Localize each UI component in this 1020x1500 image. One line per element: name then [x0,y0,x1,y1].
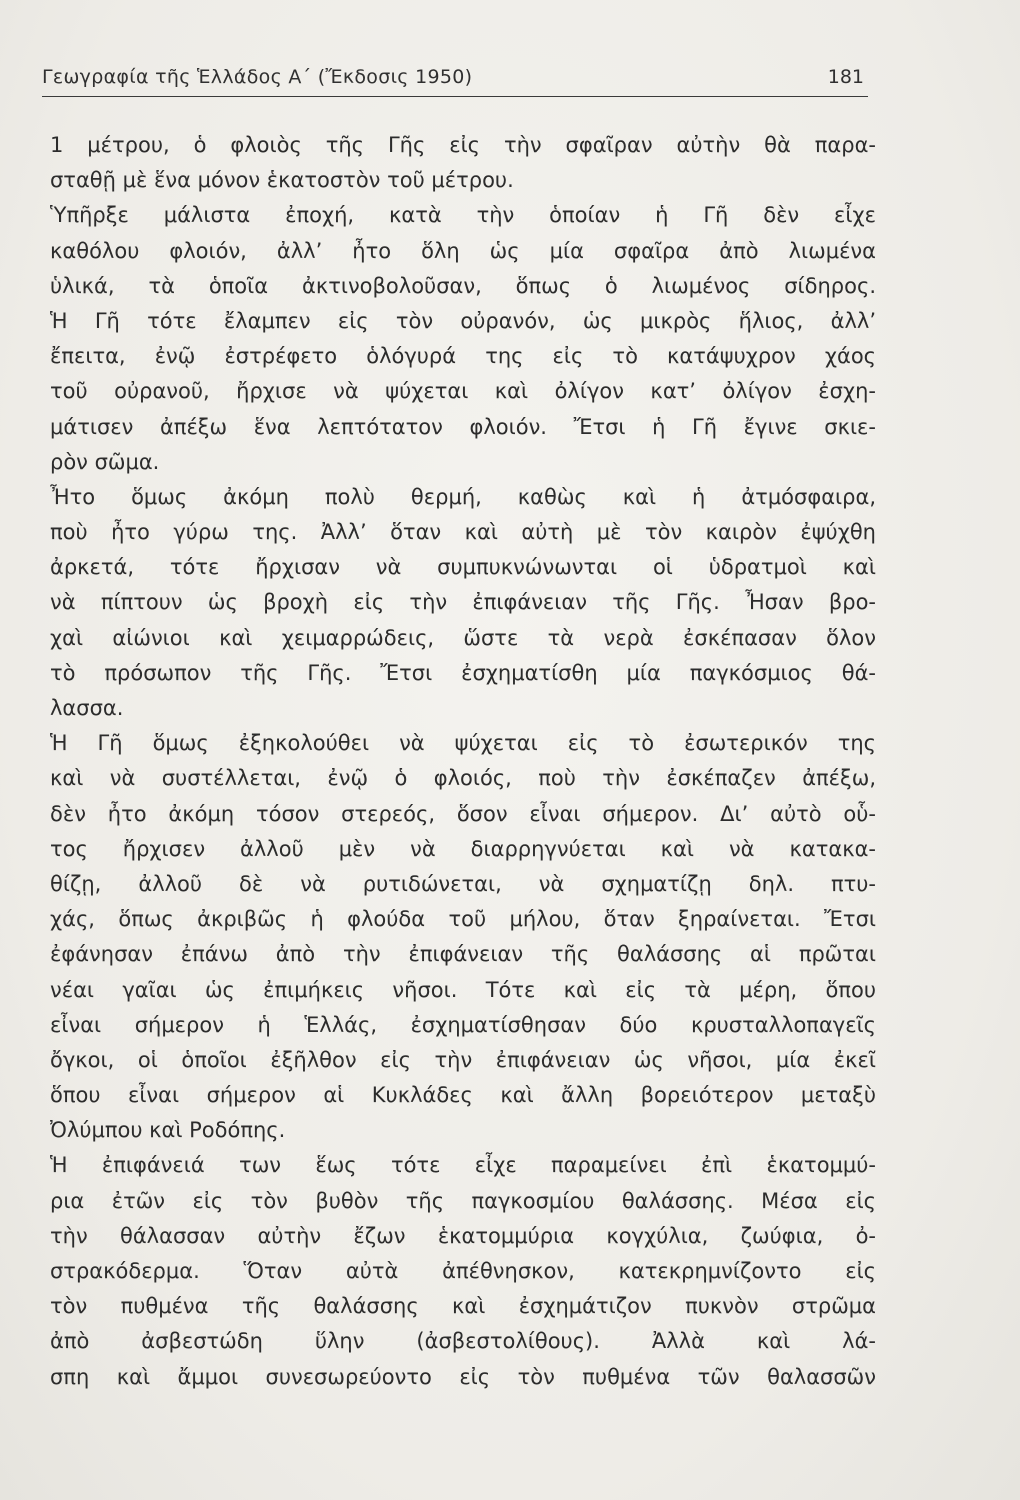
text-line: τὸ πρόσωπον τῆς Γῆς. Ἔτσι ἐσχηματίσθη μία παγκόσμιος θά- [50,660,876,685]
text-line: σπη καὶ ἄμμοι συνεσωρεύοντο εἰς τὸν πυθμένα τῶν θαλασσῶν [50,1364,876,1389]
text-line: ποὺ ἦτο γύρω της. Ἀλλ’ ὅταν καὶ αὐτὴ μὲ τὸν καιρὸν ἐψύχθη [50,520,876,545]
text-line: χάς, ὅπως ἀκριβῶς ἡ φλούδα τοῦ μήλου, ὅταν ξηραίνεται. Ἔτσι [50,907,876,932]
text-line: τὴν θάλασσαν αὐτὴν ἔζων ἑκατομμύρια κογχύλια, ζωύφια, ὀ- [50,1223,876,1248]
text-line: Ἡ Γῆ τότε ἔλαμπεν εἰς τὸν οὐρανόν, ὡς μικρὸς ἥλιος, ἀλλ’ [50,308,876,333]
text-line: ὅπου εἶναι σήμερον αἱ Κυκλάδες καὶ ἄλλη βορειότερον μεταξὺ [50,1083,876,1108]
text-line: Ὀλύμπου καὶ Ροδόπης. [50,1118,286,1143]
text-line: Ἡ ἐπιφάνειά των ἕως τότε εἶχε παραμείνει ἐπὶ ἑκατομμύ- [50,1153,876,1178]
running-title: Γεωγραφία τῆς Ἑλλάδος Α΄ (Ἔκδοσις 1950) [42,66,473,88]
text-line: τοῦ οὐρανοῦ, ἤρχισε νὰ ψύχεται καὶ ὀλίγον κατ’ ὀλίγον ἐσχη- [50,379,876,404]
text-line: Ὑπῆρξε μάλιστα ἐποχή, κατὰ τὴν ὁποίαν ἡ Γῆ δὲν εἶχε [50,203,876,228]
text-line: Ἡ Γῆ ὅμως ἐξηκολούθει νὰ ψύχεται εἰς τὸ ἐσωτερικόν της [50,731,876,756]
text-line: Ἦτο ὅμως ἀκόμη πολὺ θερμή, καθὼς καὶ ἡ ἀτμόσφαιρα, [50,484,876,509]
text-line: ἔπειτα, ἐνῷ ἐστρέφετο ὁλόγυρά της εἰς τὸ κατάψυχρον χάος [50,344,876,369]
text-line: τος ἤρχισεν ἀλλοῦ μὲν νὰ διαρρηγνύεται καὶ νὰ κατακα- [50,836,876,861]
text-line: εἶναι σήμερον ἡ Ἑλλάς, ἐσχηματίσθησαν δύο κρυσταλλοπαγεῖς [50,1012,876,1037]
text-line: ρια ἐτῶν εἰς τὸν βυθὸν τῆς παγκοσμίου θαλάσσης. Μέσα εἰς [50,1188,876,1213]
text-line: ὑλικά, τὰ ὁποῖα ἀκτινοβολοῦσαν, ὅπως ὁ λιωμένος σίδηρος. [50,273,876,298]
body-text [50,128,876,1395]
text-line: σταθῇ μὲ ἕνα μόνον ἑκατοστὸν τοῦ μέτρου. [50,168,514,193]
text-line: καὶ νὰ συστέλλεται, ἐνῷ ὁ φλοιός, ποὺ τὴν ἐσκέπαζεν ἀπέξω, [50,766,876,791]
text-line: λασσα. [50,696,124,720]
text-line: μάτισεν ἀπέξω ἕνα λεπτότατον φλοιόν. Ἔτσι ἡ Γῆ ἔγινε σκιε- [50,414,876,439]
text-line: καθόλου φλοιόν, ἀλλ’ ἦτο ὅλη ὡς μία σφαῖρα ἀπὸ λιωμένα [50,238,876,263]
text-line: ὄγκοι, οἱ ὁποῖοι ἐξῆλθον εἰς τὴν ἐπιφάνειαν ὡς νῆσοι, μία ἐκεῖ [50,1047,876,1072]
text-line: στρακόδερμα. Ὅταν αὐτὰ ἀπέθνησκον, κατεκρημνίζοντο εἰς [50,1259,876,1283]
text-line: ἀρκετά, τότε ἤρχισαν νὰ συμπυκνώνωνται οἱ ὑδρατμοὶ καὶ [50,555,876,580]
running-header [42,62,868,97]
text-line: ρὸν σῶμα. [50,449,160,474]
text-line: ἀπὸ ἀσβεστώδη ὕλην (ἀσβεστολίθους). Ἀλλὰ καὶ λά- [50,1329,876,1354]
text-line: τὸν πυθμένα τῆς θαλάσσης καὶ ἐσχημάτιζον πυκνὸν στρῶμα [50,1294,876,1319]
text-line: χαὶ αἰώνιοι καὶ χειμαρρώδεις, ὥστε τὰ νερὰ ἐσκέπασαν ὅλον [50,625,876,650]
text-line: 1 μέτρου, ὁ φλοιὸς τῆς Γῆς εἰς τὴν σφαῖραν αὐτὴν θὰ παρα- [50,133,876,157]
text-line: ἐφάνησαν ἐπάνω ἀπὸ τὴν ἐπιφάνειαν τῆς θαλάσσης αἱ πρῶται [50,942,876,967]
text-line: νέαι γαῖαι ὡς ἐπιμήκεις νῆσοι. Τότε καὶ εἰς τὰ μέρη, ὅπου [50,977,876,1002]
text-line: δὲν ἦτο ἀκόμη τόσον στερεός, ὅσον εἶναι σήμερον. Δι’ αὐτὸ οὗ- [50,801,876,826]
text-line: θίζῃ, ἀλλοῦ δὲ νὰ ρυτιδώνεται, νὰ σχηματίζῃ δηλ. πτυ- [50,871,876,896]
text-line: νὰ πίπτουν ὡς βροχὴ εἰς τὴν ἐπιφάνειαν τῆς Γῆς. Ἦσαν βρο- [50,590,876,615]
page-number: 181 [827,66,864,88]
